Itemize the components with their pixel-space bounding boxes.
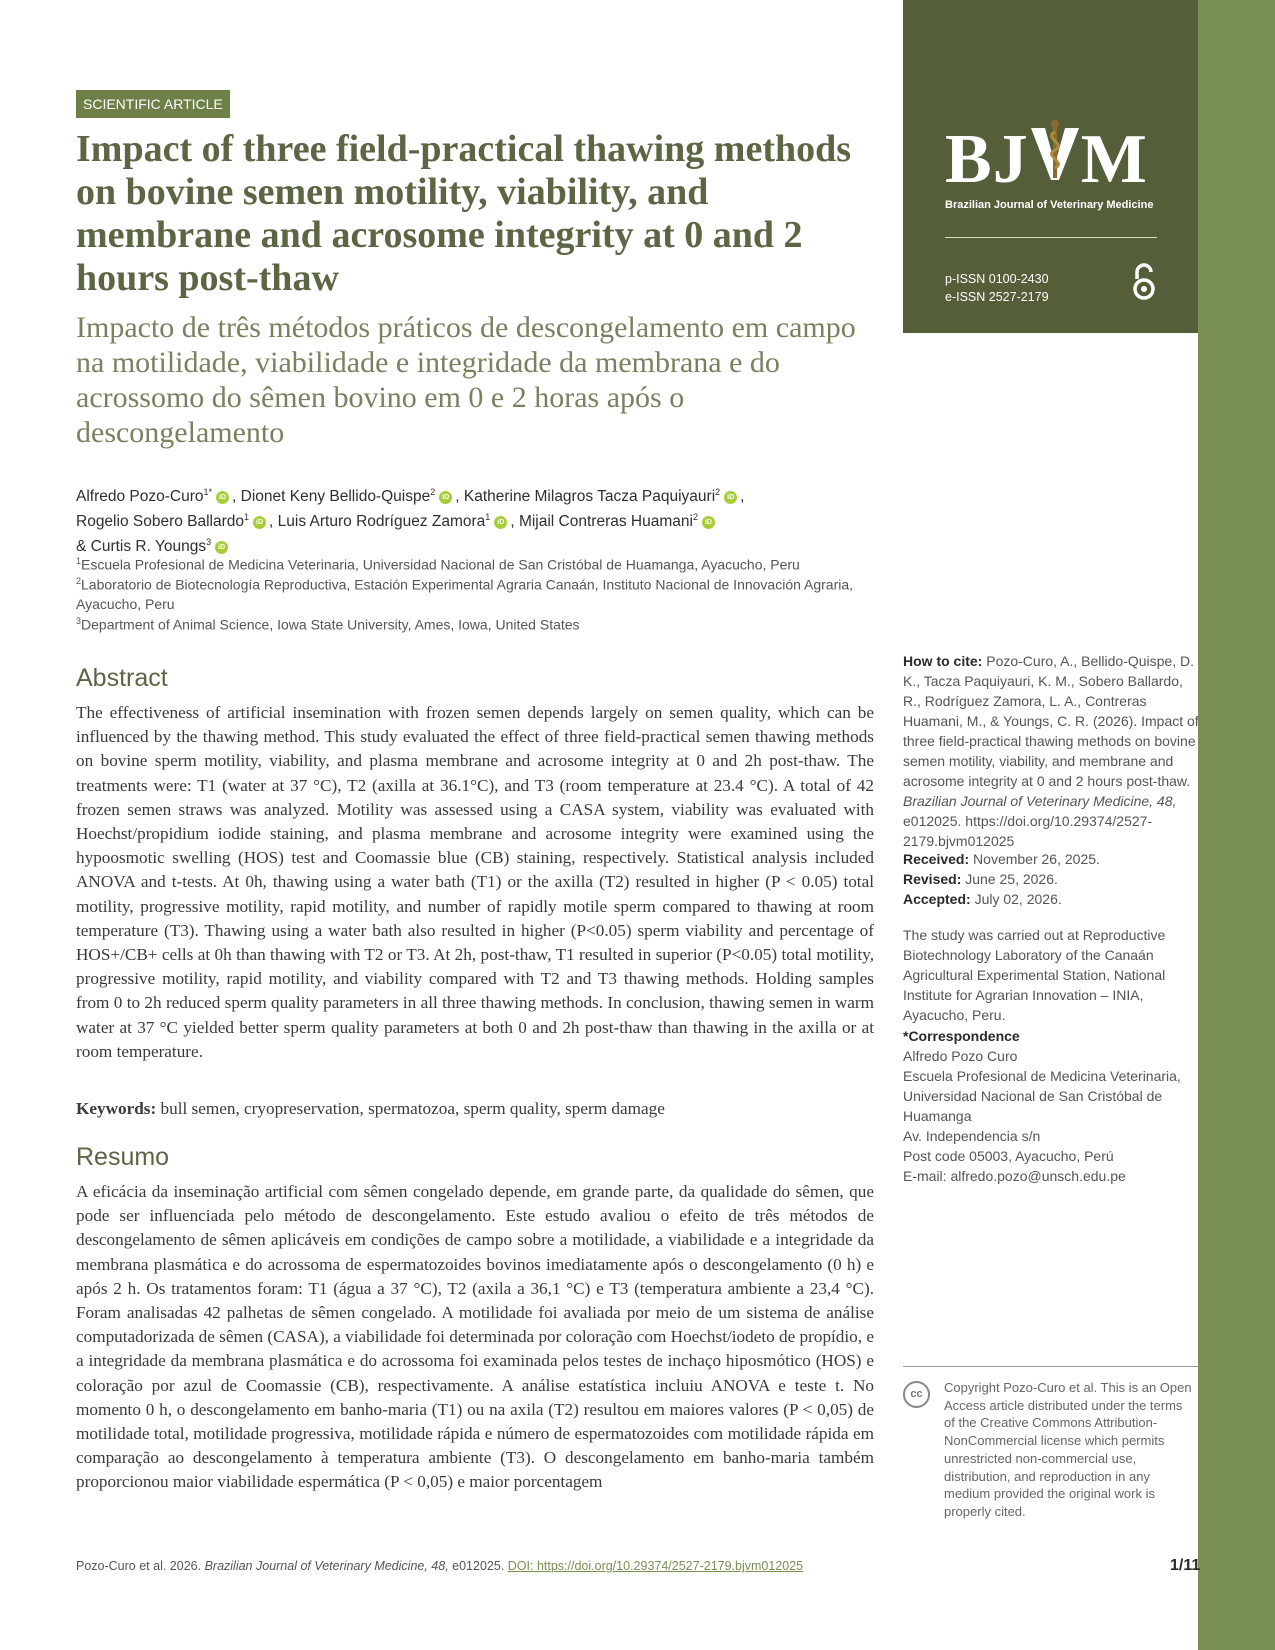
correspondence-label: *Correspondence (903, 1028, 1020, 1044)
author-2: Dionet Keny Bellido-Quispe$^2$iD , (240, 487, 460, 506)
resumo-heading: Resumo (76, 1143, 170, 1171)
cc-icon: cc (903, 1381, 930, 1408)
orcid-icon[interactable]: iD (253, 516, 266, 529)
affiliation-2: $^2$Laboratorio de Biotecnología Reproductiva, Estación Experimental Agraria Canaán, Instituto Nacional de Innovación Agraria, Ayacucho, Peru (76, 576, 854, 612)
copyright-notice: Copyright Pozo-Curo et al. This is an Open Access article distributed under the terms of the Creative Commons Attribution-NonCommercial license which permits unrestricted non-commercial use, distribution, and reproduction in any medium provided the original work is properly cited. (944, 1380, 1192, 1519)
author-4: Rogelio Sobero Ballardo$^1$iD , (76, 512, 274, 531)
brand-divider (945, 237, 1157, 238)
author-6: Mijail Contreras Huamani$^2$iD (519, 513, 718, 530)
article-dates (903, 849, 1201, 909)
orcid-icon[interactable]: iD (494, 516, 507, 529)
p-issn: p-ISSN 0100-2430 (945, 272, 1049, 286)
study-location-note: The study was carried out at Reproductive Biotechnology Laboratory of the Canaán Agricultural Experimental Station, National Institute for Agrarian Innovation – INIA, Ayacucho, Peru. (903, 927, 1166, 1023)
article-type-badge: SCIENTIFIC ARTICLE (76, 90, 230, 118)
journal-name: Brazilian Journal of Veterinary Medicine (945, 199, 1154, 211)
abstract-text: The effectiveness of artificial insemination with frozen semen depends largely on semen quality, which can be influenced by the thawing method. This study evaluated the effect of three field-practical semen thawing methods on bovine sperm motility, viability, and plasma membrane and acrosome integrity at 0 and 2h post-thaw. The treatments were: T1 (water at 37 °C), T2 (axilla at 36.1°C), and T3 (room temperature at 23.4 °C). A total of 42 frozen semen straws was analyzed. Motility was assessed using a CASA system, viability was evaluated with Hoechst/propidium iodide staining, and plasma membrane and acrosome integrity were examined using the hypoosmotic swelling (HOS) test and Coomassie blue (CB) staining, respectively. Statistical analysis included ANOVA and t-tests. At 0h, thawing using a water bath (T1) or the axilla (T2) resulted in higher (P < 0.05) total motility, progressive motility, rapid motility, and number of rapidly motile sperm compared to thawing at room temperature (T3). Thawing using a water bath also resulted in higher (P<0.05) sperm viability and percentage of HOS+/CB+ cells at 0h than thawing with T2 or T3. At 2h, post-thaw, T1 resulted in superior (P<0.05) total motility, progressive motility, rapid motility, and viability compared with T2 and T3 thawing methods. Holding samples from 0 to 2h reduced sperm quality parameters in all three thawing methods. In conclusion, thawing semen in warm water at 37 °C yielded better sperm quality parameters at both 0 and 2h post-thaw than thawing in the axilla or at room temperature. (76, 703, 874, 1061)
abstract-heading: Abstract (76, 664, 168, 692)
author-list (76, 482, 876, 557)
sidebar-divider (903, 1366, 1198, 1367)
correspondence: *Correspondence Alfredo Pozo Curo Escuela Profesional de Medicina Veterinaria, Universidad Nacional de San Cristóbal de Huamanga Av. Independencia s/n Post code 05003, Ayacucho, Perú E-mail: alfredo.pozo@unsch.edu.pe (903, 1026, 1201, 1186)
affiliation-3: $^3$Department of Animal Science, Iowa State University, Ames, Iowa, United States (76, 616, 580, 633)
open-access-icon (1131, 263, 1157, 301)
issn-block (945, 270, 1049, 306)
orcid-icon[interactable]: iD (724, 491, 737, 504)
orcid-icon[interactable]: iD (702, 516, 715, 529)
affiliation-1: $^1$Escuela Profesional de Medicina Veterinaria, Universidad Nacional de San Cristóbal de Huamanga, Ayacucho, Peru (76, 556, 800, 573)
caduceus-v-icon (1029, 120, 1081, 182)
how-to-cite-label: How to cite: (903, 653, 983, 669)
e-issn: e-ISSN 2527-2179 (945, 290, 1049, 304)
revised-date: Revised: June 25, 2026. (903, 871, 1058, 887)
page-footer-citation: Pozo-Curo et al. 2026. Brazilian Journal of Veterinary Medicine, 48, e012025. DOI: https://doi.org/10.29374/2527-2179.bjvm012025 (76, 1559, 804, 1573)
orcid-icon[interactable]: iD (439, 491, 452, 504)
keywords-text: bull semen, cryopreservation, spermatozoa, sperm quality, sperm damage (160, 1099, 665, 1118)
keywords-label: Keywords: (76, 1099, 157, 1118)
correspondence-email[interactable]: E-mail: alfredo.pozo@unsch.edu.pe (903, 1168, 1126, 1184)
article-title: Impact of three field-practical thawing methods on bovine semen motility, viability, and membrane and acrosome integrity at 0 and 2 hours post-thaw (76, 128, 852, 299)
author-5: Luis Arturo Rodríguez Zamora$^1$iD , (277, 512, 515, 531)
author-1: Alfredo Pozo-Curo$^{1*}$iD , (76, 487, 237, 506)
orcid-icon[interactable]: iD (215, 541, 228, 554)
orcid-icon[interactable]: iD (216, 491, 229, 504)
resumo-text: A eficácia da inseminação artificial com sêmen congelado depende, em grande parte, da qualidade do sêmen, que pode ser influenciada pelo método de descongelamento. Este estudo avaliou o efeito de três métodos de descongelamento de sêmen aplicáveis em condições de campo sobre a motilidade, a viabilidade e a integridade da membrana plasmática e do acrossoma de espermatozoides bovinos imediatamente após o descongelamento (0 h) e após 2 h. Os tratamentos foram: T1 (água a 37 °C), T2 (axila a 36,1 °C) e T3 (temperatura ambiente a 23,4 °C). Foram analisadas 42 palhetas de sêmen congelado. A motilidade foi avaliada por meio de um sistema de análise computadorizada de sêmen (CASA), a viabilidade foi determinada por coloração com Hoechst/iodeto de propídio, e a integridade da membrana plasmática e do acrossoma foi examinada pelos testes de inchaço hiposmótico (HOS) e coloração por azul de Coomassie (CB), respectivamente. A análise estatística incluiu ANOVA e teste t. No momento 0 h, o descongelamento em banho-maria (T1) ou na axila (T2) resultou em maiores valores (P < 0,05) de motilidade total, motilidade progressiva, motilidade rápida e número de espermatozoides com motilidade rápida em comparação ao descongelamento à temperatura ambiente (T3). O descongelamento em banho-maria também proporcionou maior viabilidade espermática (P < 0,05) e maior porcentagem (76, 1182, 874, 1492)
accepted-date: Accepted: July 02, 2026. (903, 891, 1062, 907)
author-3: Katherine Milagros Tacza Paquiyauri$^2$iD , (463, 487, 745, 506)
how-to-cite: How to cite: Pozo-Curo, A., Bellido-Quispe, D. K., Tacza Paquiyauri, K. M., Sobero Ballardo, R., Rodríguez Zamora, L. A., Contreras Huamani, M., & Youngs, C. R. (2026). Impact of three field-practical thawing methods on bovine semen motility, viability, and membrane and acrosome integrity at 0 and 2 hours post-thaw. Brazilian Journal of Veterinary Medicine, 48, e012025. https://doi.org/10.29374/2527-2179.bjvm012025 (903, 653, 1199, 849)
received-date: Received: November 26, 2025. (903, 851, 1100, 867)
page-accent-strip (1198, 0, 1275, 1650)
journal-logo: BJ M (945, 121, 1148, 198)
doi-link[interactable]: DOI: https://doi.org/10.29374/2527-2179.bjvm012025 (507, 1559, 804, 1573)
keywords (76, 1097, 876, 1121)
author-7: & Curtis R. Youngs$^3$iD (76, 538, 231, 555)
page-number: 1/11 (1170, 1557, 1201, 1574)
journal-brand-box (903, 0, 1198, 333)
article-subtitle-pt: Impacto de três métodos práticos de descongelamento em campo na motilidade, viabilidade e integridade da membrana e do acrossomo do sêmen bovino em 0 e 2 horas após o descongelamento (76, 311, 856, 449)
